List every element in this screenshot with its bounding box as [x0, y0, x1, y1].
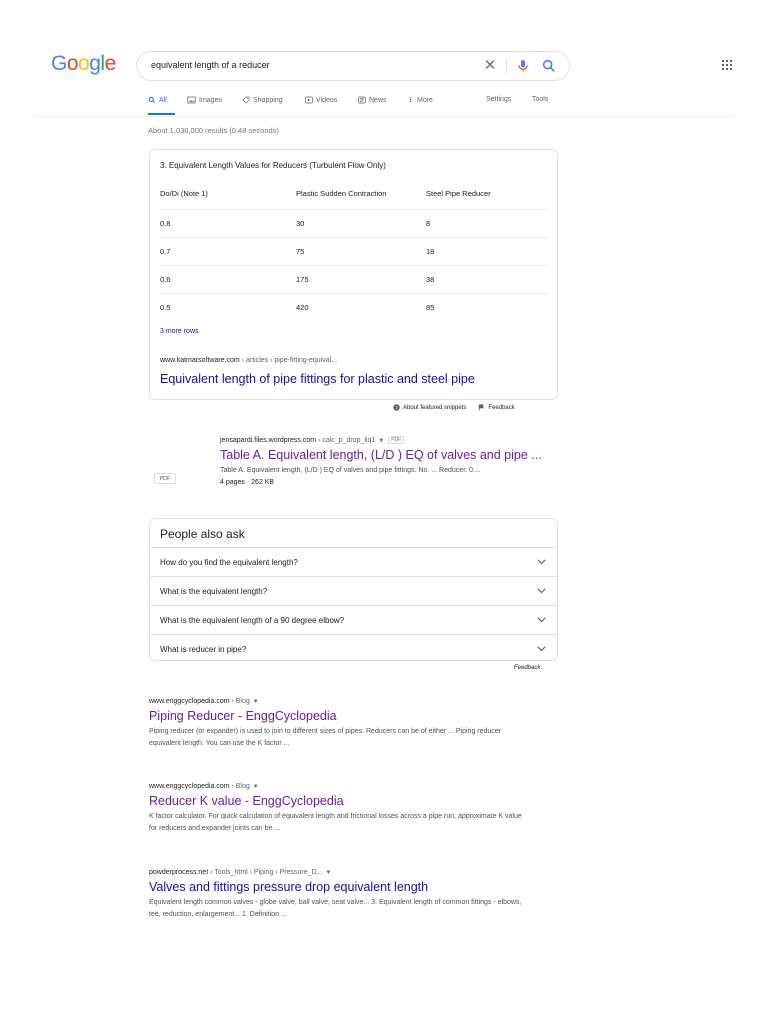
- result-snippet: K factor calculator. For quick calculation of equivalent length and frictional losses across a pipe run, approximate K value for reducers and expander joints can be ...: [149, 813, 522, 832]
- tab-label: Videos: [316, 96, 338, 104]
- result-snippet: Table A. Equivalent length, (L/D ) EQ of valves and pipe fittings. No. ... Reducer. 0....: [220, 467, 481, 474]
- tab-tools[interactable]: [532, 96, 548, 103]
- snippet-link[interactable]: Equivalent length of pipe fittings for plastic and steel pipe: [160, 372, 475, 386]
- tab-more[interactable]: [407, 96, 433, 104]
- paa-question[interactable]: [150, 547, 557, 576]
- feedback-label: Feedback: [488, 404, 515, 411]
- table-row: [160, 209, 549, 237]
- url-domain: powderprocess.net: [149, 869, 209, 876]
- header-divider: [36, 116, 732, 117]
- search-input[interactable]: equivalent length of a reducer: [151, 60, 270, 70]
- tab-videos[interactable]: [305, 96, 337, 104]
- google-logo[interactable]: [51, 52, 116, 76]
- table-cell: 30: [296, 209, 426, 237]
- active-tab-indicator: [148, 113, 175, 115]
- tab-label: All: [159, 96, 167, 104]
- image-icon: [187, 96, 196, 104]
- featured-snippet: [149, 149, 558, 400]
- result-meta: 4 pages · 262 KB: [220, 479, 275, 486]
- result-title-link[interactable]: Valves and fittings pressure drop equivalent length: [149, 880, 429, 894]
- snippet-url: [160, 357, 337, 364]
- close-icon[interactable]: ✕: [483, 57, 497, 74]
- snippet-table: [160, 179, 549, 321]
- help-icon: [393, 404, 400, 411]
- table-cell: 420: [296, 302, 309, 312]
- url-breadcrumb: › Blog: [229, 698, 250, 705]
- url-domain: www.enggcyclopedia.com: [149, 783, 230, 790]
- table-row: [160, 293, 549, 321]
- table-header-row: [160, 179, 549, 209]
- tag-icon: [242, 96, 250, 104]
- chevron-down-icon[interactable]: ▼: [252, 784, 259, 790]
- tab-news[interactable]: [358, 96, 387, 104]
- people-also-ask: [149, 518, 558, 661]
- paa-question[interactable]: [150, 576, 557, 605]
- chevron-down-icon: [537, 559, 546, 565]
- search-box[interactable]: [136, 51, 570, 81]
- search-result: [220, 436, 560, 489]
- tab-settings[interactable]: [486, 96, 511, 103]
- more-icon: ⋮: [407, 97, 414, 104]
- paa-question-label: What is the equivalent length of a 90 degree elbow?: [160, 615, 345, 625]
- about-snippets-link[interactable]: [393, 404, 466, 411]
- table-cell: 85: [426, 302, 435, 312]
- table-header: Do/Di (Note 1): [160, 179, 296, 209]
- result-title-link[interactable]: Piping Reducer - EnggCyclopedia: [149, 709, 337, 723]
- divider: [506, 58, 507, 74]
- snippet-title: 3. Equivalent Length Values for Reducers (Turbulent Flow Only): [160, 161, 386, 170]
- tab-label: Shopping: [253, 96, 283, 104]
- newspaper-icon: [358, 96, 366, 104]
- file-type-badge: PDF: [388, 436, 404, 444]
- result-url: [149, 698, 529, 705]
- url-breadcrumb: › calc_p_drop_liq1: [316, 436, 376, 444]
- snippet-feedback-link[interactable]: [478, 404, 514, 411]
- table-row: [160, 265, 549, 293]
- table-cell: 18: [426, 237, 549, 265]
- search-result: [149, 869, 529, 921]
- logo-letter: g: [89, 52, 101, 75]
- table-header: Steel Pipe Reducer: [426, 179, 549, 209]
- play-icon: [305, 96, 313, 104]
- table-cell: 0.7: [160, 237, 296, 265]
- url-breadcrumb: › Tools_html › Piping › Pressure_D...: [208, 869, 323, 876]
- result-url: [149, 869, 529, 876]
- tab-shopping[interactable]: [242, 96, 283, 104]
- chevron-down-icon[interactable]: ▼: [252, 699, 259, 705]
- result-stats: About 1,030,000 results (0.48 seconds): [148, 126, 279, 135]
- table-row: [160, 237, 549, 265]
- table-cell: 8: [426, 209, 549, 237]
- table-cell: 175: [296, 265, 426, 293]
- tab-label: Settings: [486, 96, 512, 103]
- chevron-down-icon[interactable]: ▼: [325, 870, 332, 876]
- mic-icon[interactable]: [515, 58, 531, 74]
- chevron-down-icon[interactable]: ▼: [378, 437, 385, 444]
- result-url: [220, 436, 560, 444]
- paa-question[interactable]: [150, 634, 557, 663]
- result-url: [149, 783, 529, 790]
- search-result: [149, 698, 529, 750]
- more-rows-link[interactable]: 3 more rows: [160, 328, 199, 335]
- chevron-down-icon: [537, 646, 546, 652]
- paa-title: People also ask: [160, 527, 245, 541]
- logo-letter: o: [66, 52, 79, 75]
- search-icon[interactable]: [541, 58, 557, 74]
- about-snippets-label: About featured snippets: [403, 404, 467, 411]
- table-cell: 0.5: [160, 302, 171, 312]
- logo-letter: e: [104, 52, 116, 75]
- url-domain: www.katmarsoftware.com: [160, 357, 240, 364]
- result-snippet: Equivalent length common valves - globe valve, ball valve, seat valve... 3. Equivalent length of common fittings - elbows, tee, reduction, enlargement... 1. Definition ...: [149, 899, 522, 918]
- paa-question-label: How do you find the equivalent length?: [160, 557, 298, 567]
- logo-letter: G: [51, 52, 67, 75]
- table-cell: 38: [426, 265, 549, 293]
- pdf-badge: PDF: [154, 473, 176, 484]
- table-cell: 0.8: [160, 209, 296, 237]
- tab-label: Tools: [532, 96, 549, 103]
- url-breadcrumb: › Blog: [229, 783, 250, 790]
- paa-question-label: What is the equivalent length?: [160, 586, 268, 596]
- tab-all[interactable]: [148, 96, 167, 104]
- table-cell: 0.6: [160, 265, 296, 293]
- logo-letter: o: [78, 52, 90, 75]
- search-icon: [148, 96, 156, 104]
- tab-images[interactable]: [187, 96, 222, 104]
- url-domain: jensapardi.files.wordpress.com: [220, 436, 317, 444]
- logo-letter: l: [100, 52, 105, 75]
- search-tabs: [148, 96, 558, 108]
- result-snippet: Piping reducer (or expander) is used to join to different sizes of pipes. Reducers can be of either ... Piping reducer equivalent length. You can use the K factor ...: [149, 728, 502, 747]
- snippet-footer: [393, 404, 515, 411]
- url-domain: www.enggcyclopedia.com: [149, 698, 230, 705]
- url-breadcrumb: › articles › pipe-fitting-equival...: [239, 357, 338, 364]
- apps-grid-icon[interactable]: [722, 60, 732, 70]
- paa-feedback-link[interactable]: Feedback: [514, 665, 541, 671]
- table-header: Plastic Sudden Contraction: [296, 179, 426, 209]
- paa-question-label: What is reducer in pipe?: [160, 644, 247, 654]
- chevron-down-icon: [537, 588, 546, 594]
- tab-label: More: [417, 96, 433, 104]
- svg-text:?: ?: [395, 404, 398, 410]
- paa-question[interactable]: [150, 605, 557, 634]
- result-title-link[interactable]: Reducer K value - EnggCyclopedia: [149, 794, 344, 808]
- tab-label: News: [369, 96, 387, 104]
- chevron-down-icon: [537, 617, 546, 623]
- table-cell: 75: [296, 237, 426, 265]
- search-result: [149, 783, 529, 835]
- flag-icon: [478, 404, 485, 411]
- tab-label: Images: [199, 96, 222, 104]
- result-title-link[interactable]: Table A. Equivalent length, (L/D ) EQ of valves and pipe ...: [220, 448, 542, 462]
